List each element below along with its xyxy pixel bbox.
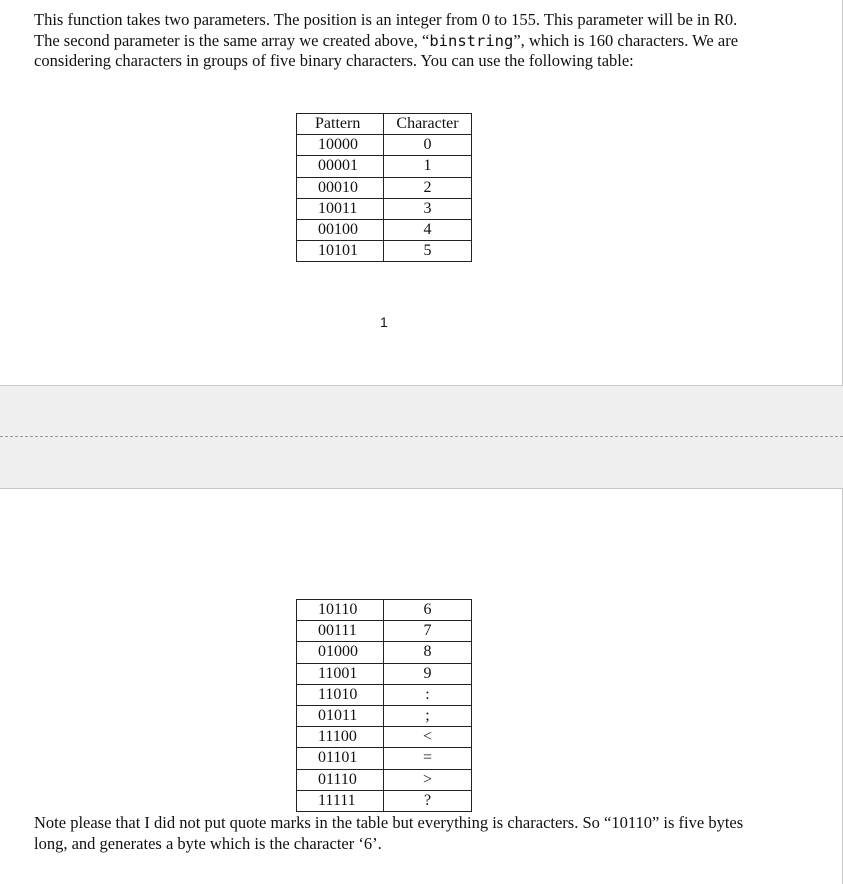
pattern-cell: 11001 <box>297 663 384 684</box>
pattern-cell: 10101 <box>297 241 384 262</box>
intro-text-part-1: This function takes two parameters. The position is an integer from 0 to 155. This parameter will be in R0. The second parameter is the same array we created above, “ <box>34 10 738 50</box>
table-row <box>297 198 472 219</box>
pattern-cell: 11010 <box>297 684 384 705</box>
table-row <box>297 769 472 790</box>
table-header-row <box>297 114 472 135</box>
character-cell: 2 <box>384 177 472 198</box>
note-paragraph: Note please that I did not put quote marks in the table but everything is characters. So “10110” is five bytes long, and generates a byte which is the character ‘6’. <box>34 813 744 853</box>
character-cell: 4 <box>384 219 472 240</box>
header-character: Character <box>384 114 472 135</box>
character-cell: = <box>384 748 472 769</box>
page-number: 1 <box>380 314 388 330</box>
character-cell: 6 <box>384 600 472 621</box>
table-row <box>297 642 472 663</box>
table-row <box>297 748 472 769</box>
character-cell: 9 <box>384 663 472 684</box>
pattern-cell: 10110 <box>297 600 384 621</box>
character-cell: 0 <box>384 135 472 156</box>
character-cell: ? <box>384 790 472 811</box>
table-row <box>297 219 472 240</box>
document-page-2 <box>0 488 843 884</box>
intro-text-part-2: ”, which is 160 characters. We are considering characters in groups of five binary characters. You can use the following table: <box>34 30 739 71</box>
table-row <box>297 705 472 726</box>
character-cell: 8 <box>384 642 472 663</box>
pattern-cell: 11111 <box>297 790 384 811</box>
table-row <box>297 135 472 156</box>
table-row <box>297 790 472 811</box>
table-row <box>297 156 472 177</box>
header-pattern: Pattern <box>297 114 384 135</box>
table-row <box>297 621 472 642</box>
table-row <box>297 177 472 198</box>
intro-paragraph <box>34 10 754 72</box>
pattern-cell: 00010 <box>297 177 384 198</box>
pattern-cell: 01011 <box>297 705 384 726</box>
document-page-1 <box>0 0 843 386</box>
character-cell: 7 <box>384 621 472 642</box>
pattern-cell: 10011 <box>297 198 384 219</box>
binstring-code: binstring <box>429 31 514 50</box>
character-cell: < <box>384 727 472 748</box>
table-row <box>297 727 472 748</box>
table-row <box>297 684 472 705</box>
pattern-cell: 10000 <box>297 135 384 156</box>
pattern-table-part-2 <box>296 599 472 812</box>
pattern-cell: 00100 <box>297 219 384 240</box>
pattern-cell: 00111 <box>297 621 384 642</box>
character-cell: 1 <box>384 156 472 177</box>
pattern-cell: 01101 <box>297 748 384 769</box>
page-break-divider <box>0 436 843 437</box>
table-row <box>297 241 472 262</box>
character-cell: > <box>384 769 472 790</box>
character-cell: ; <box>384 705 472 726</box>
page-gap <box>0 386 843 488</box>
character-cell: 5 <box>384 241 472 262</box>
pattern-cell: 01110 <box>297 769 384 790</box>
character-cell: : <box>384 684 472 705</box>
pattern-table-part-1 <box>296 113 472 262</box>
pattern-cell: 01000 <box>297 642 384 663</box>
pattern-cell: 00001 <box>297 156 384 177</box>
table-row <box>297 600 472 621</box>
character-cell: 3 <box>384 198 472 219</box>
table-row <box>297 663 472 684</box>
pattern-cell: 11100 <box>297 727 384 748</box>
